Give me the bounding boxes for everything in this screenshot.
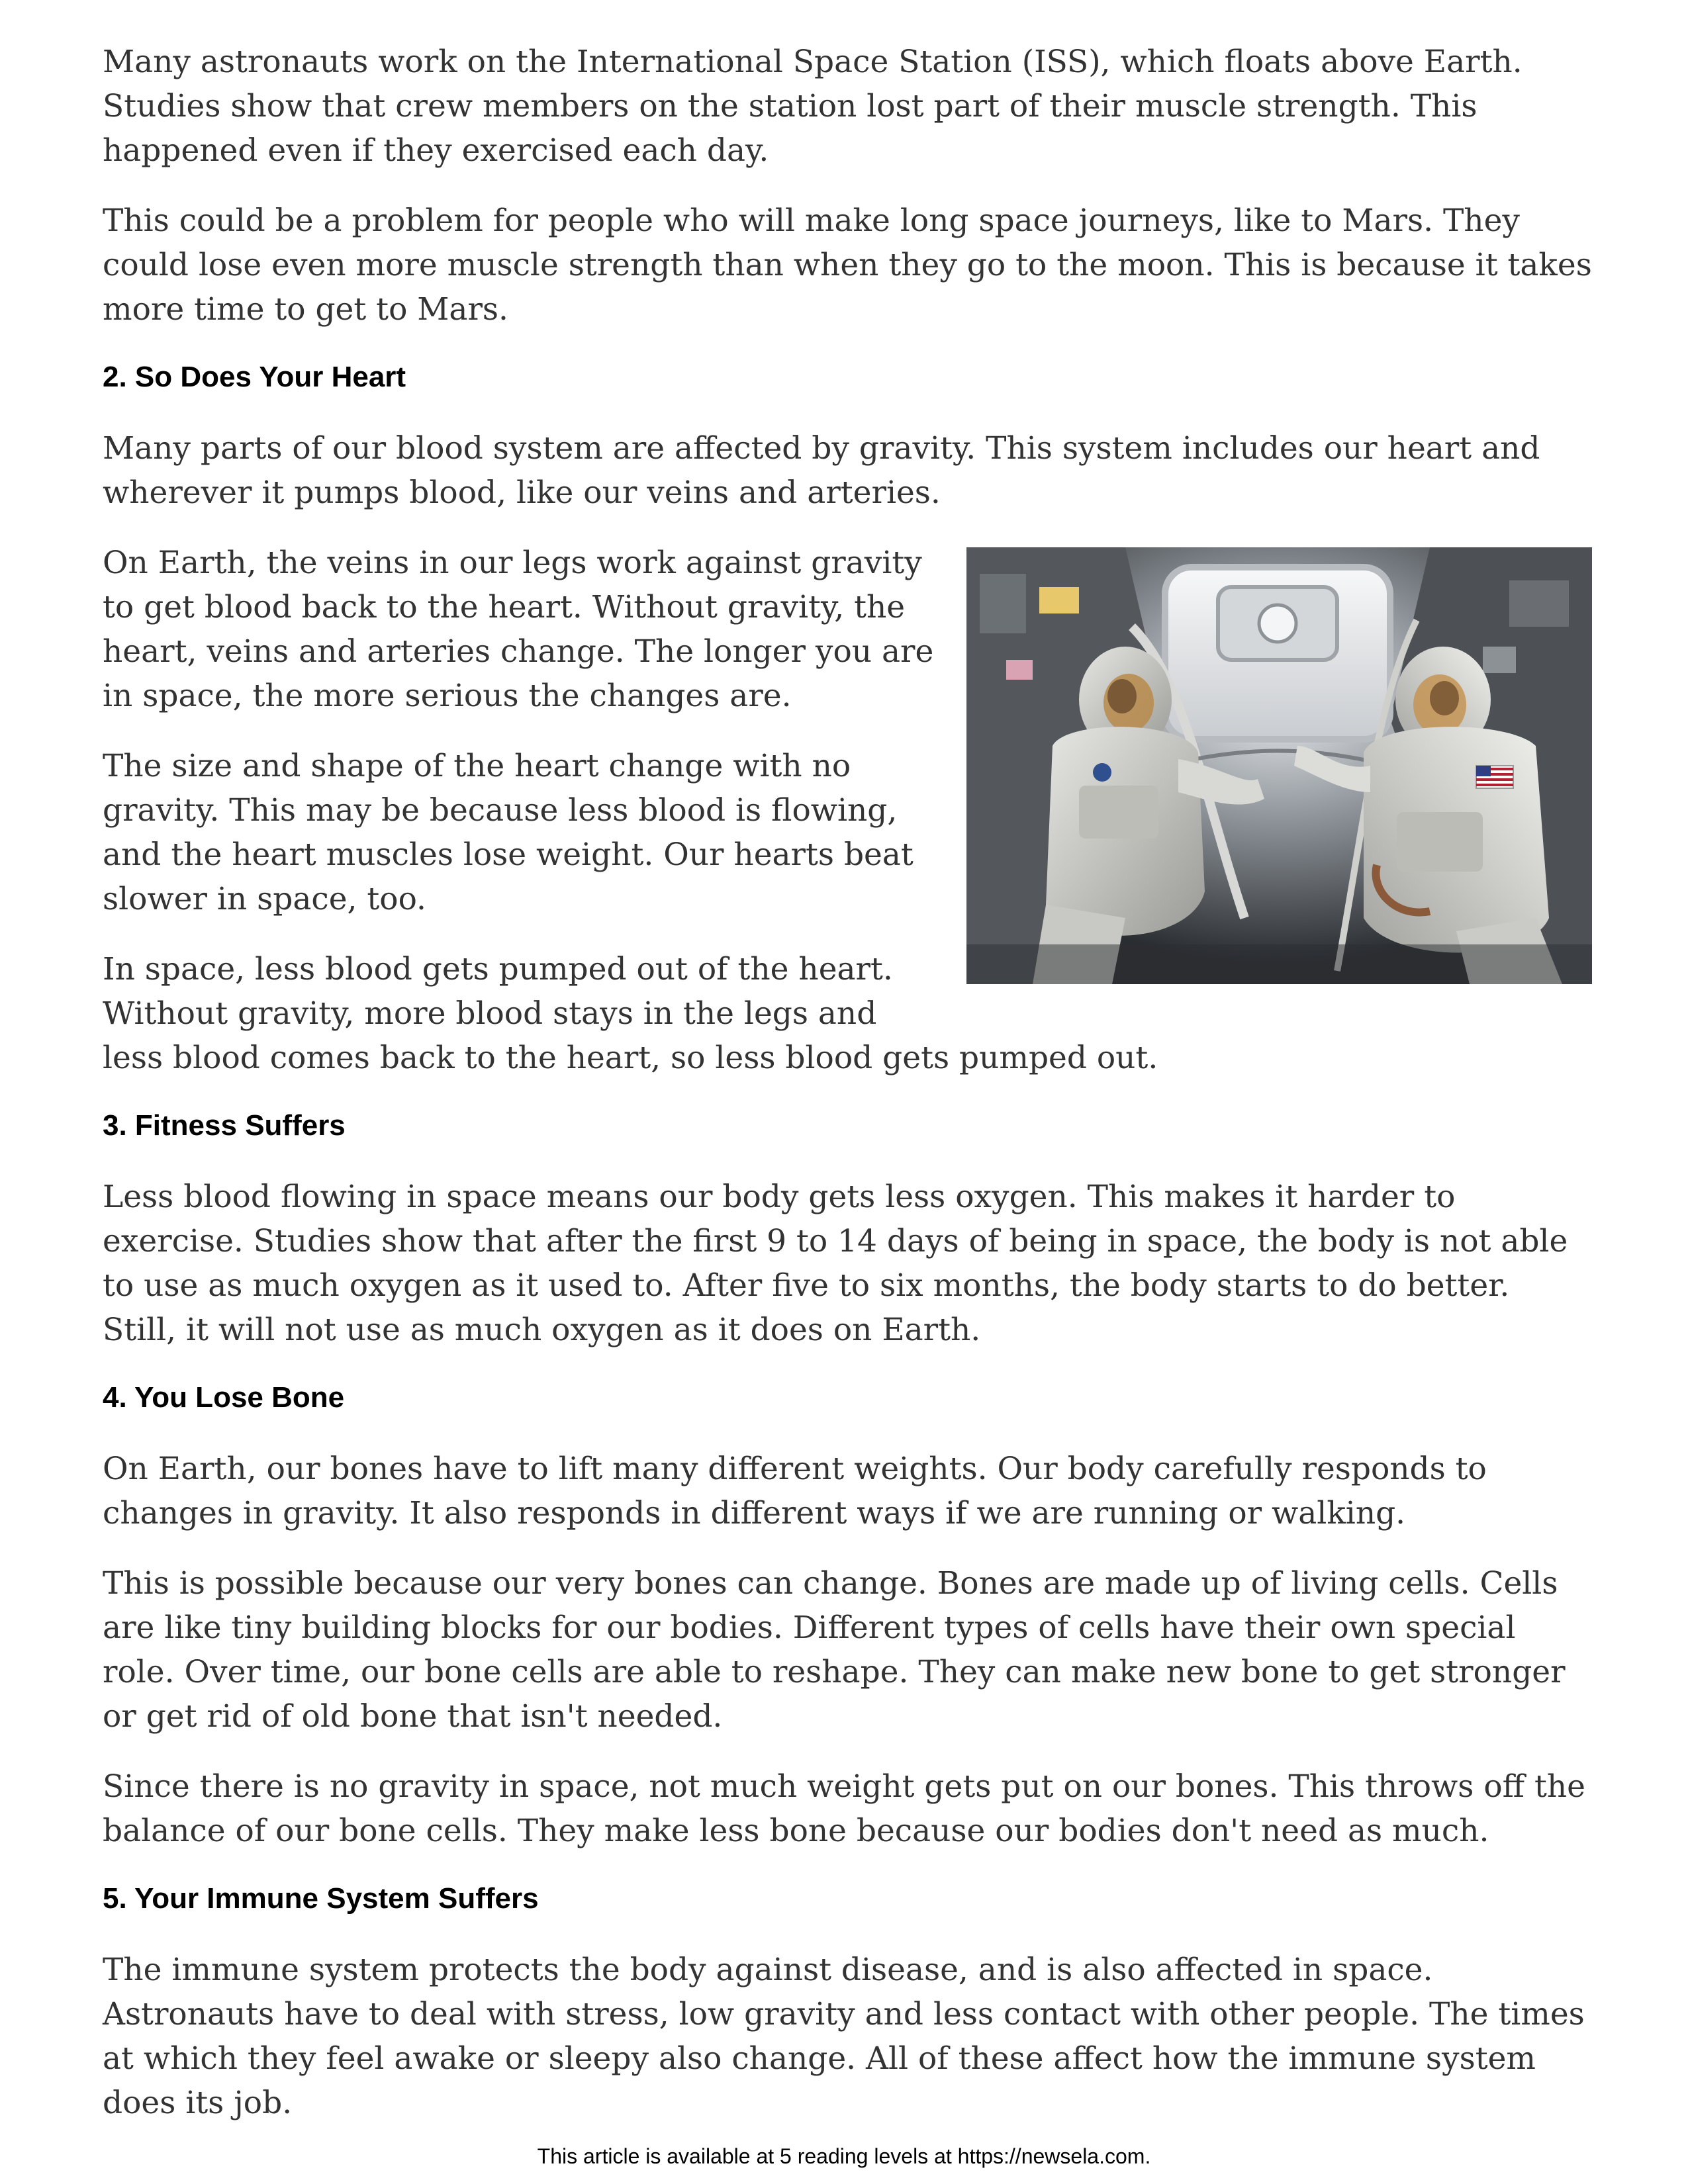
intro-paragraph-1: Many astronauts work on the International Space Station (ISS), which floats above Earth. Studies show that crew members on the station lost part of their muscle strength. This happened even if they exercised each day. bbox=[103, 44, 1523, 169]
section-2-paragraph-2: On Earth, the veins in our legs work against gravity to get blood back to the heart. Without gravity, the heart, veins and arteries change. The longer you are in space, the more serious the changes are. bbox=[103, 545, 934, 714]
section-3-paragraph-1: Less blood flowing in space means our body gets less oxygen. This makes it harder to exercise. Studies show that after the first 9 to 14 days of being in space, the body is not able to use as much oxygen as it used to. After five to six months, the body starts to do better. Still, it will not use as much oxygen as it does on Earth. bbox=[103, 1179, 1568, 1348]
astronauts-in-spacesuits-image bbox=[966, 547, 1592, 984]
section-2-paragraph-1: Many parts of our blood system are affected by gravity. This system includes our heart and wherever it pumps blood, like our veins and arteries. bbox=[103, 430, 1540, 511]
page-footer: This article is available at 5 reading levels at https://newsela.com. bbox=[537, 2144, 1151, 2168]
astronauts-photo bbox=[966, 547, 1592, 984]
section-2-paragraph-4: In space, less blood gets pumped out of the heart. Without gravity, more blood stays in the legs and less blood comes back to the heart, so less blood gets pumped out. bbox=[103, 951, 1158, 1076]
article-body bbox=[103, 40, 1592, 2151]
section-5-paragraph-1: The immune system protects the body against disease, and is also affected in space. Astronauts have to deal with stress, low gravity and less contact with other people. The times at which they feel awake or sleepy also change. All of these affect how the immune system does its job. bbox=[103, 1952, 1585, 2121]
section-3-heading: 3. Fitness Suffers bbox=[103, 1109, 346, 1142]
intro-paragraph-2: This could be a problem for people who will make long space journeys, like to Mars. They could lose even more muscle strength than when they go to the moon. This is because it takes more time to get to Mars. bbox=[103, 203, 1592, 328]
section-4-paragraph-2: This is possible because our very bones can change. Bones are made up of living cells. Cells are like tiny building blocks for our bodies. Different types of cells have their own special role. Over time, our bone cells are able to reshape. They can make new bone to get stronger or get rid of old bone that isn't needed. bbox=[103, 1565, 1566, 1735]
section-2-heading: 2. So Does Your Heart bbox=[103, 361, 406, 393]
section-4-paragraph-3: Since there is no gravity in space, not much weight gets put on our bones. This throws off the balance of our bone cells. They make less bone because our bodies don't need as much. bbox=[103, 1768, 1585, 1849]
section-2-paragraph-3: The size and shape of the heart change with no gravity. This may be because less blood is flowing, and the heart muscles lose weight. Our hearts beat slower in space, too. bbox=[103, 748, 914, 917]
section-4-heading: 4. You Lose Bone bbox=[103, 1381, 345, 1414]
section-5-heading: 5. Your Immune System Suffers bbox=[103, 1882, 539, 1915]
section-4-paragraph-1: On Earth, our bones have to lift many different weights. Our body carefully responds to changes in gravity. It also responds in different ways if we are running or walking. bbox=[103, 1451, 1487, 1531]
